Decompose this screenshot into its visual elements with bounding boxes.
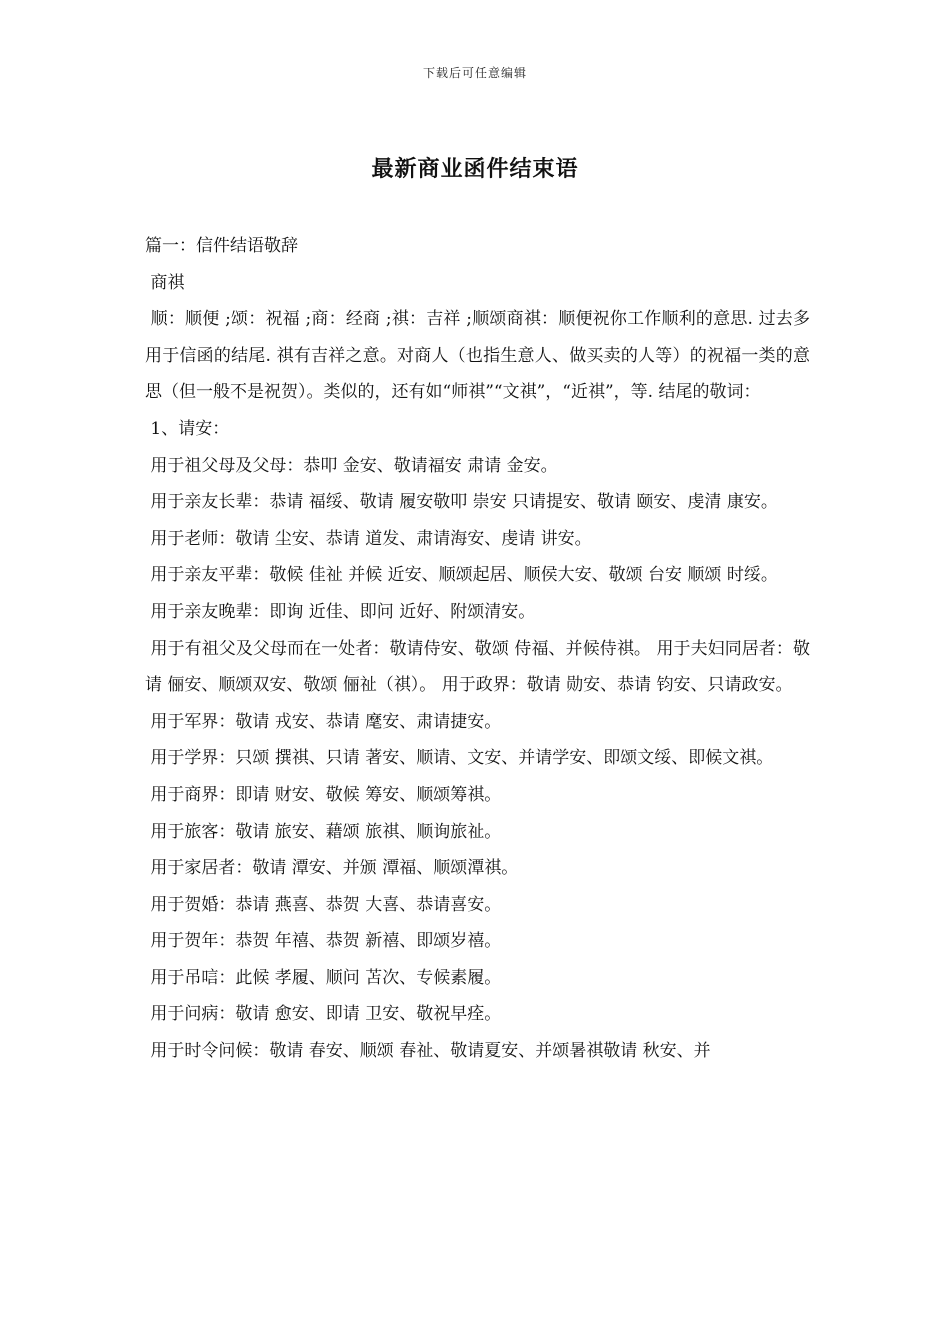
list-item: 用于问病：敬请 愈安、即请 卫安、敬祝早痊。 <box>145 1004 502 1025</box>
list-item: 用于商界：即请 财安、敬候 筹安、顺颂筹祺。 <box>145 784 502 805</box>
list-item: 用于旅客：敬请 旅安、藉颂 旅祺、顺询旅祉。 <box>145 821 502 842</box>
list-heading-qingan: 1、请安： <box>145 418 230 439</box>
list-item: 用于贺年：恭贺 年禧、恭贺 新禧、即颂岁禧。 <box>145 931 502 952</box>
list-item: 用于亲友平辈：敬候 佳祉 并候 近安、顺颂起居、顺侯大安、敬颂 台安 顺颂 时绥。 <box>145 565 778 586</box>
list-item: 用于家居者：敬请 潭安、并颁 潭福、顺颂潭祺。 <box>145 858 519 879</box>
document-body <box>145 228 810 1070</box>
list-item: 用于有祖父及父母而在一处者：敬请侍安、敬颂 侍福、并候侍祺。 用于夫妇同居者：敬请 俪安、顺颂双安、敬颂 俪祉（祺）。 用于政界：敬请 勋安、恭请 钧安、只请政安。 <box>145 638 811 696</box>
list-item: 用于贺婚：恭请 燕喜、恭贺 大喜、恭请喜安。 <box>145 894 502 915</box>
list-item: 用于祖父母及父母：恭叩 金安、敬请福安 肃请 金安。 <box>145 455 558 476</box>
document-title: 最新商业函件结束语 <box>371 157 579 182</box>
list-item: 用于军界：敬请 戎安、恭请 麾安、肃请捷安。 <box>145 711 502 732</box>
paragraph-explanation: 顺：顺便 ;颂：祝福 ;商：经商 ;祺：吉祥 ;顺颂商祺：顺便祝你工作顺利的意思. 过去多用于信函的结尾. 祺有吉祥之意。对商人（也指生意人、做买卖的人等）的祝福一类的意思（但一般不是祝贺）。类似的，还有如“师祺”“文祺”，“近祺”，等. 结尾的敬词： <box>145 309 810 403</box>
list-item: 用于学界：只颂 撰祺、只请 著安、顺请、文安、并请学安、即颂文绥、即候文祺。 <box>145 748 774 769</box>
list-item: 用于亲友晚辈：即询 近佳、即问 近好、附颂清安。 <box>145 601 536 622</box>
list-item: 用于吊唁：此候 孝履、顺问 苫次、专候素履。 <box>145 967 502 988</box>
list-item: 用于亲友长辈：恭请 福绥、敬请 履安敬叩 崇安 只请提安、敬请 颐安、虔清 康安。 <box>145 492 778 513</box>
subheading-shangqi: 商祺 <box>145 272 185 293</box>
list-item: 用于老师：敬请 尘安、恭请 道发、肃请海安、虔请 讲安。 <box>145 528 592 549</box>
section-heading: 篇一：信件结语敬辞 <box>145 236 298 256</box>
header-note: 下载后可任意编辑 <box>422 66 527 80</box>
list-item: 用于时令问候：敬请 春安、顺颂 春祉、敬请夏安、并颂暑祺敬请 秋安、并 <box>145 1041 711 1062</box>
